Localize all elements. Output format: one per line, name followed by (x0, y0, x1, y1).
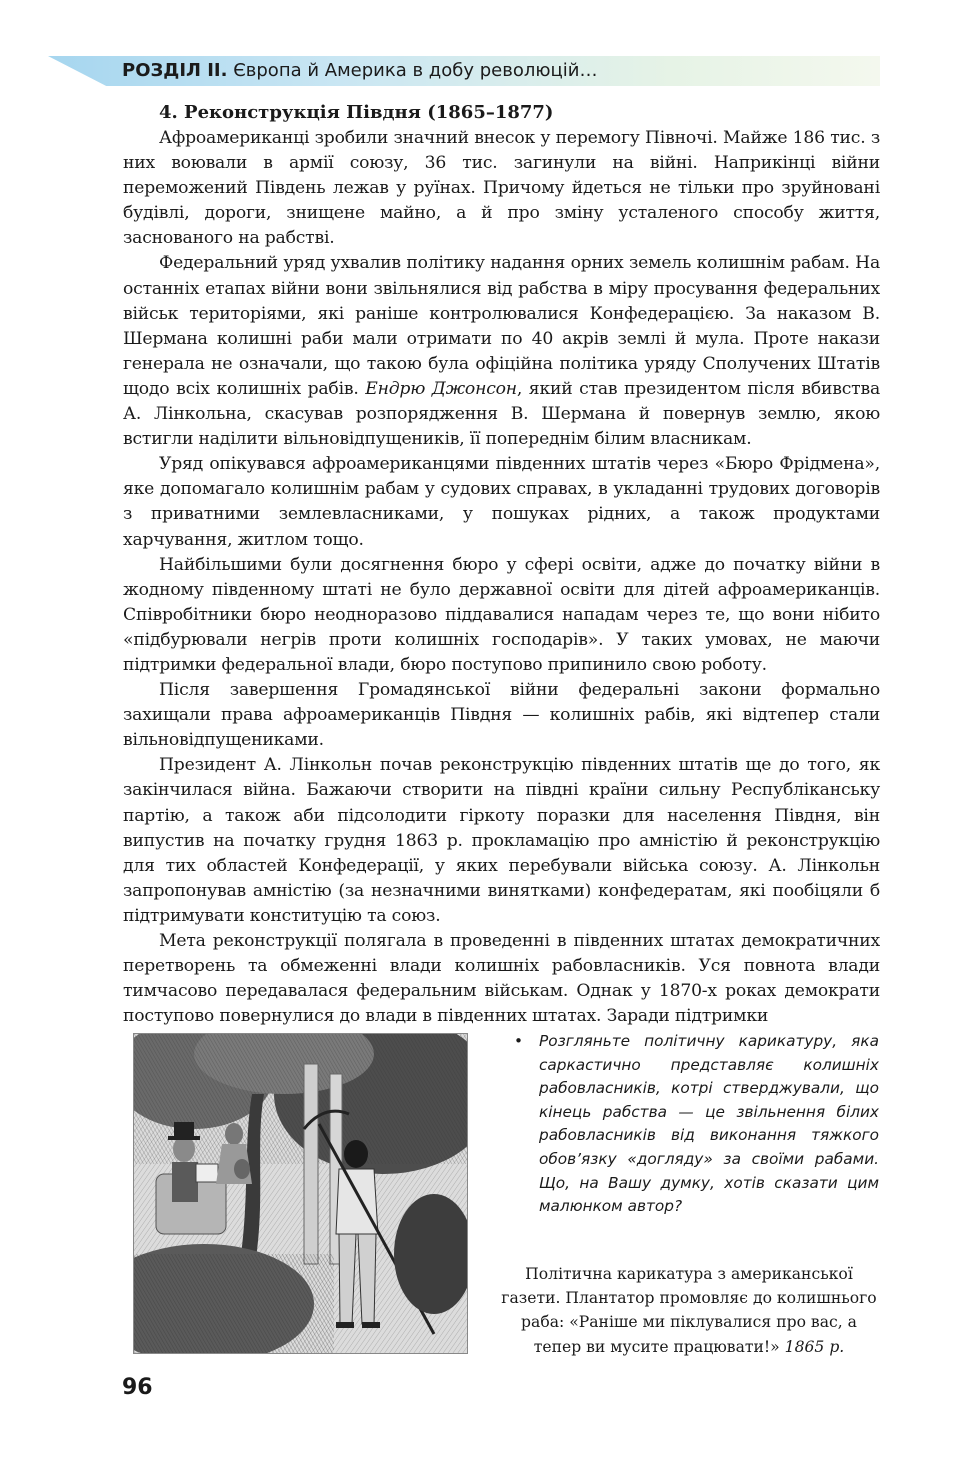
caption-text: Політична карикатура з американської газети. Плантатор промовляє до колишнього раба: «Раніше ми піклувалися про вас, а тепер ви мусите працювати!» (501, 1265, 877, 1356)
main-text-column (123, 100, 880, 1029)
paragraph-2-part-b: , який став президентом після вбивства А. Лінкольна, скасував розпорядження В. Шермана й повернув землю, якою встигли наділити вільновідпущеників, її попереднім білим власникам. (123, 378, 880, 450)
paragraph-2-part-a: Федеральний уряд ухвалив політику надання орних земель колишнім рабам. На останніх етапах війни вони звільнялися від рабства в міру просування федеральних військ територіями, які раніше контролювалися Конфедерацією. За наказом В. Шермана колишні раби мали отримати по 40 акрів землі й мула. Проте накази генерала не означали, що такою була офіційна політика уряду Сполучених Штатів щодо всіх колишніх рабів. (123, 253, 880, 399)
bullet-icon: • (514, 1032, 524, 1050)
paragraph-6: Президент А. Лінкольн почав реконструкцію південних штатів ще до того, як закінчилася війна. Бажаючи створити на півдні країни сильну Республіканську партію, а також аби підсолодити гіркоту поразки для населення Півдня, він випустив на початку грудня 1863 р. прокламацію про амністію й реконструкцію для тих областей Конфедерації, у яких перебували війська союзу. А. Лінкольн запропонував амністію (за незначними винятками) конфедератам, які пообіцяли б підтримувати конституцію та союз. (123, 755, 880, 926)
cartoon-engraving-drawing (134, 1034, 467, 1353)
political-cartoon-image (133, 1033, 468, 1354)
question-box (514, 1030, 879, 1219)
caption-year: 1865 р. (784, 1337, 845, 1356)
question-text: Розгляньте політичну карикатуру, яка саркастично представляє колишніх рабовласників, котрі стверджували, що кінець рабства — це звільнення білих рабовласників від виконання тяжкого обов’язку «догляду» за своїми рабами. Що, на Вашу думку, хотів сказати цим малюнком автор? (539, 1032, 879, 1216)
chapter-label: РОЗДІЛ ІІ. (122, 60, 228, 81)
chapter-title: Європа й Америка в добу революцій… (233, 60, 598, 81)
paragraph-7: Мета реконструкції полягала в проведенні в південних штатах демократичних перетворень та обмеженні влади колишніх рабовласників. Уся повнота влади тимчасово передавалася федеральним військам. Однак у 1870-х роках демократи поступово повернулися до влади в південних штатах. Заради підтримки (123, 931, 880, 1027)
page-number: 96 (122, 1375, 153, 1400)
paragraph-5: Після завершення Громадянської війни федеральні закони формально захищали права афроамериканців Півдня — колишніх рабів, які відтепер стали вільновідпущениками. (123, 680, 880, 751)
paragraph-1: Афроамериканці зробили значний внесок у перемогу Півночі. Майже 186 тис. з них воювали в армії союзу, 36 тис. загинули на війні. Наприкінці війни переможений Південь лежав у руїнах. Причому йдеться не тільки про зруйновані будівлі, дороги, знищене майно, а й про зміну усталеного способу життя, заснованого на рабстві. (123, 128, 880, 249)
section-title: 4. Реконструкція Півдня (1865–1877) (159, 102, 554, 123)
paragraph-3: Уряд опікувався афроамериканцями південних штатів через «Бюро Фрідмена», яке допомагало колишнім рабам у судових справах, в укладанні трудових договорів з приватними землевласниками, у пошуках рідних, а також продуктами харчування, житлом тощо. (123, 454, 880, 550)
image-caption (500, 1262, 878, 1359)
paragraph-2 (123, 251, 880, 452)
paragraph-4: Найбільшими були досягнення бюро у сфері освіти, адже до початку війни в жодному південному штаті не було державної освіти для дітей афроамериканців. Співробітники бюро неодноразово піддавалися нападам через те, що вони нібито «підбурювали негрів проти колишніх господарів». У таких умовах, не маючи підтримки федеральної влади, бюро поступово припинило свою роботу. (123, 554, 880, 675)
chapter-header (122, 58, 597, 84)
person-name-johnson: Ендрю Джонсон (365, 378, 517, 399)
